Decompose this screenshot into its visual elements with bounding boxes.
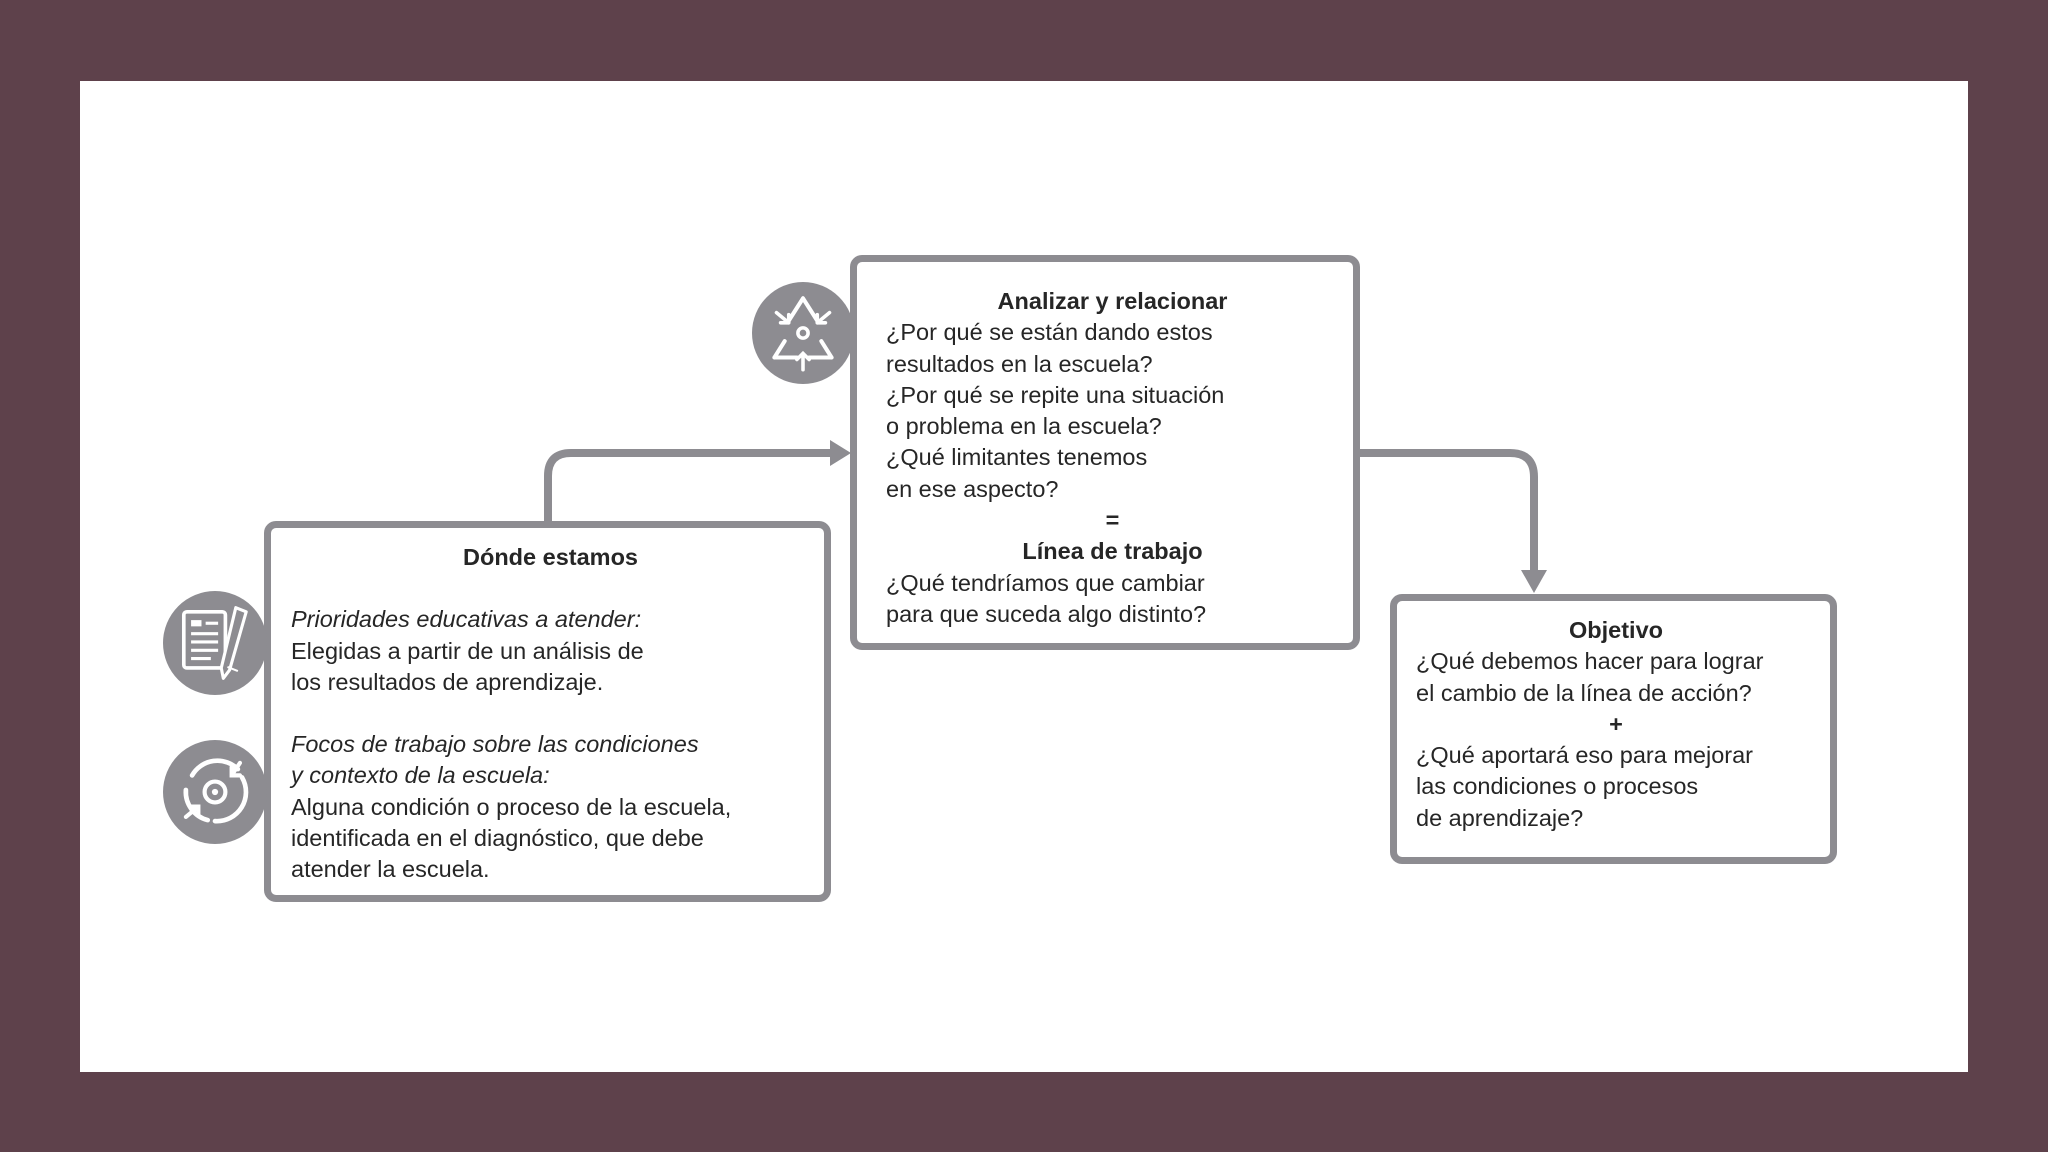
analizar-question-line: o problema en la escuela? <box>886 413 1162 440</box>
analizar-question-line: ¿Por qué se están dando estos <box>886 319 1213 346</box>
analizar-question-line: resultados en la escuela? <box>886 350 1153 377</box>
converging-arrows-icon <box>752 282 854 384</box>
objetivo-q2-line: de aprendizaje? <box>1416 804 1584 831</box>
objetivo-q2-line: ¿Qué aportará eso para mejorar <box>1416 742 1753 769</box>
focos-text-line: atender la escuela. <box>291 856 490 883</box>
plus-sign: + <box>1609 710 1623 737</box>
linea-trabajo-line: ¿Qué tendríamos que cambiar <box>886 569 1205 596</box>
objetivo-q2-line: las condiciones o procesos <box>1416 773 1699 800</box>
analizar-question-line: ¿Por qué se repite una situación <box>886 381 1225 408</box>
objetivo-q1-line: el cambio de la línea de acción? <box>1416 679 1752 706</box>
analizar-question-line: ¿Qué limitantes tenemos <box>886 444 1148 471</box>
analizar-title: Analizar y relacionar <box>997 288 1228 314</box>
objetivo-q1-line: ¿Qué debemos hacer para lograr <box>1416 648 1764 675</box>
focos-text-line: identificada en el diagnóstico, que debe <box>291 825 704 852</box>
objetivo-title: Objetivo <box>1568 617 1663 643</box>
analizar-question-line: en ese aspecto? <box>886 475 1059 502</box>
equals-sign: = <box>1105 507 1120 534</box>
document-pencil-icon <box>163 591 267 695</box>
analizar-relacionar-box <box>850 255 1360 650</box>
prioridades-text-line: los resultados de aprendizaje. <box>291 668 604 695</box>
prioridades-text-line: Elegidas a partir de un análisis de <box>291 637 644 664</box>
focos-label-line: y contexto de la escuela: <box>291 762 550 789</box>
focos-text-line: Alguna condición o proceso de la escuela, <box>291 793 732 820</box>
linea-trabajo-line: para que suceda algo distinto? <box>886 600 1207 627</box>
focos-label-line: Focos de trabajo sobre las condiciones <box>291 731 699 758</box>
linea-trabajo-title: Línea de trabajo <box>1022 538 1203 565</box>
objetivo-box <box>1390 594 1837 864</box>
target-arrows-icon <box>163 740 267 844</box>
donde-title: Dónde estamos <box>463 544 638 570</box>
donde-estamos-box <box>264 521 831 902</box>
prioridades-label: Prioridades educativas a atender: <box>291 606 642 633</box>
